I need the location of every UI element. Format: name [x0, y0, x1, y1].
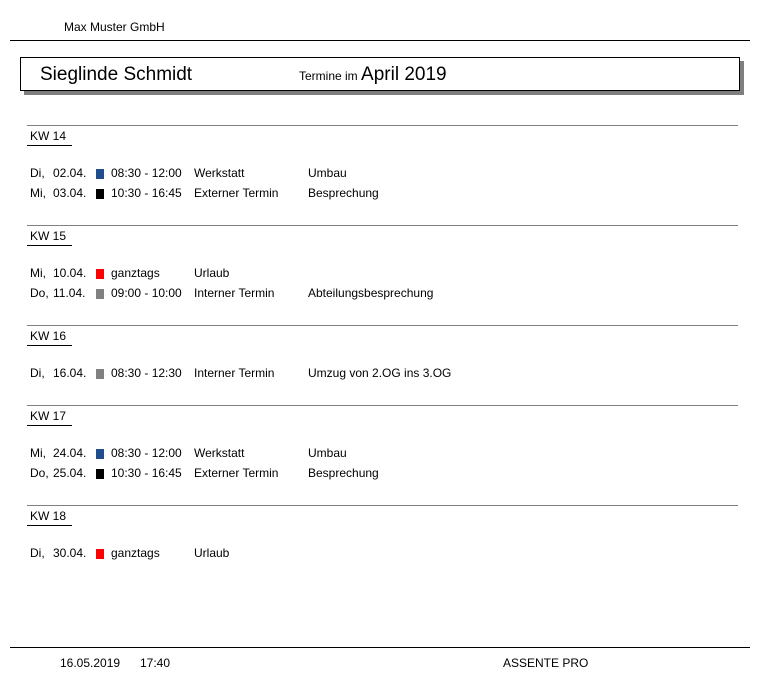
appointment-category: Werkstatt [194, 166, 245, 180]
company-name: Max Muster GmbH [64, 20, 165, 34]
category-color-marker [96, 549, 104, 559]
appointment-description: Umbau [308, 446, 347, 460]
appointment-weekday: Mi, [30, 266, 46, 280]
category-color-marker [96, 189, 104, 199]
appointment-row [27, 186, 738, 206]
appointment-description: Besprechung [308, 466, 379, 480]
appointment-date: 10.04. [53, 266, 87, 280]
week-divider [27, 505, 738, 506]
category-color-marker [96, 289, 104, 299]
week-label: KW 15 [30, 229, 67, 243]
week-label: KW 17 [30, 409, 67, 423]
week-divider [27, 225, 738, 226]
week-label: KW 14 [30, 129, 67, 143]
category-color-marker [96, 449, 104, 459]
appointment-date: 02.04. [53, 166, 87, 180]
appointment-row [27, 266, 738, 286]
week-divider [27, 405, 738, 406]
appointment-time: ganztags [111, 266, 160, 280]
appointment-weekday: Mi, [30, 186, 46, 200]
period [299, 64, 447, 86]
period-month: April 2019 [361, 64, 447, 85]
week-label-underline [27, 425, 72, 426]
week-label-underline [27, 145, 72, 146]
footer-rule [10, 647, 750, 648]
appointment-description: Besprechung [308, 186, 379, 200]
appointment-date: 03.04. [53, 186, 87, 200]
appointment-category: Externer Termin [194, 466, 279, 480]
week-label-underline [27, 245, 72, 246]
week-label-underline [27, 525, 72, 526]
appointment-row [27, 286, 738, 306]
appointment-weekday: Di, [30, 166, 45, 180]
appointment-category: Externer Termin [194, 186, 279, 200]
appointment-date: 25.04. [53, 466, 87, 480]
week-label: KW 18 [30, 509, 67, 523]
appointment-time: 08:30 - 12:00 [111, 446, 182, 460]
appointment-time: 10:30 - 16:45 [111, 186, 182, 200]
header-rule [10, 40, 750, 41]
appointment-date: 24.04. [53, 446, 87, 460]
week-label-underline [27, 345, 72, 346]
week-label: KW 16 [30, 329, 67, 343]
period-label: Termine im [299, 69, 358, 83]
footer-product: ASSENTE PRO [503, 656, 589, 670]
appointment-row [27, 366, 738, 386]
appointment-date: 11.04. [53, 286, 86, 300]
category-color-marker [96, 169, 104, 179]
appointment-weekday: Di, [30, 546, 45, 560]
person-name: Sieglinde Schmidt [40, 64, 193, 85]
appointment-time: 09:00 - 10:00 [111, 286, 182, 300]
week-divider [27, 325, 738, 326]
appointment-time: 10:30 - 16:45 [111, 466, 182, 480]
appointment-time: ganztags [111, 546, 160, 560]
week-divider [27, 125, 738, 126]
appointment-row [27, 166, 738, 186]
appointment-time: 08:30 - 12:00 [111, 166, 182, 180]
appointment-row [27, 446, 738, 466]
category-color-marker [96, 369, 104, 379]
appointment-category: Urlaub [194, 546, 230, 560]
category-color-marker [96, 269, 104, 279]
appointment-category: Interner Termin [194, 286, 275, 300]
appointment-category: Werkstatt [194, 446, 245, 460]
appointment-weekday: Do, [30, 466, 49, 480]
appointment-description: Abteilungsbesprechung [308, 286, 434, 300]
appointment-weekday: Do, [30, 286, 49, 300]
title-box [20, 57, 740, 91]
appointment-category: Urlaub [194, 266, 230, 280]
appointment-description: Umzug von 2.OG ins 3.OG [308, 366, 452, 380]
appointment-row [27, 466, 738, 486]
category-color-marker [96, 469, 104, 479]
appointment-date: 16.04. [53, 366, 87, 380]
appointment-time: 08:30 - 12:30 [111, 366, 182, 380]
appointment-description: Umbau [308, 166, 347, 180]
appointment-date: 30.04. [53, 546, 87, 560]
footer-time: 17:40 [140, 656, 171, 670]
appointment-row [27, 546, 738, 566]
appointment-weekday: Mi, [30, 446, 46, 460]
appointment-weekday: Di, [30, 366, 45, 380]
footer-date: 16.05.2019 [60, 656, 121, 670]
appointment-category: Interner Termin [194, 366, 275, 380]
